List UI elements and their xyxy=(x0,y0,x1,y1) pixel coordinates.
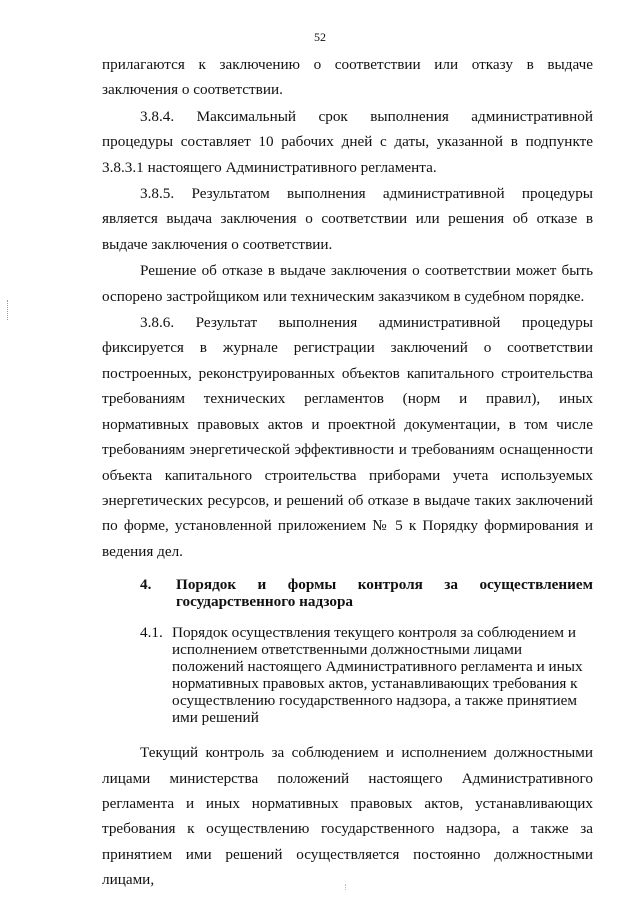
margin-scan-mark xyxy=(7,300,9,320)
document-body xyxy=(102,52,593,893)
paragraph-3-8-4: 3.8.4. Максимальный срок выполнения административной процедуры составляет 10 рабочих дней с даты, указанной в подпункте 3.8.3.1 настоящего Административного регламента. xyxy=(102,107,593,176)
subsection-number: 4.1. xyxy=(140,624,163,642)
subsection-heading-4-1 xyxy=(102,624,593,726)
subsection-title: Порядок осуществления текущего контроля за соблюдением и исполнением ответственными должностными лицами положений настоящего Административного регламента и иных нормативных правовых актов, устанавливающих требования к осуществлению государственного надзора, а также принятием ими решений xyxy=(172,624,583,727)
paragraph-3-8-5: 3.8.5. Результатом выполнения административной процедуры является выдача заключения о соответствии или решения об отказе в выдаче заключения о соответствии. xyxy=(102,185,593,253)
paragraph-continuation: прилагаются к заключению о соответствии или отказу в выдаче заключения о соответствии. xyxy=(102,56,593,99)
page-number: 52 xyxy=(314,30,326,44)
section-heading-4 xyxy=(102,576,593,610)
paragraph-appeal: Решение об отказе в выдаче заключения о соответствии может быть оспорено застройщиком или техническим заказчиком в судебном порядке. xyxy=(102,262,593,305)
paragraph-3-8-6: 3.8.6. Результат выполнения административной процедуры фиксируется в журнале регистрации заключений о соответствии построенных, реконструированных объектов капитального строительства требованиям технических регламентов (норм и правил), иных нормативных правовых актов и проектной документации, в том числе требованиям энергетической эффективности и требованиям оснащенности объекта капитального строительства приборами учета используемых энергетических ресурсов, и решений об отказе в выдаче таких заключений по форме, установленной приложением № 5 к Порядку формирования и ведения дел. xyxy=(102,314,593,560)
section-number: 4. xyxy=(140,576,152,594)
section-title: Порядок и формы контроля за осуществлением государственного надзора xyxy=(176,576,593,611)
paragraph-current-control: Текущий контроль за соблюдением и исполнением должностными лицами министерства положений настоящего Административного регламента и иных нормативных правовых актов, устанавливающих требования к осуществлению государственного надзора, а также за принятием ими решений осуществляется постоянно должностными лицами, xyxy=(102,744,593,889)
